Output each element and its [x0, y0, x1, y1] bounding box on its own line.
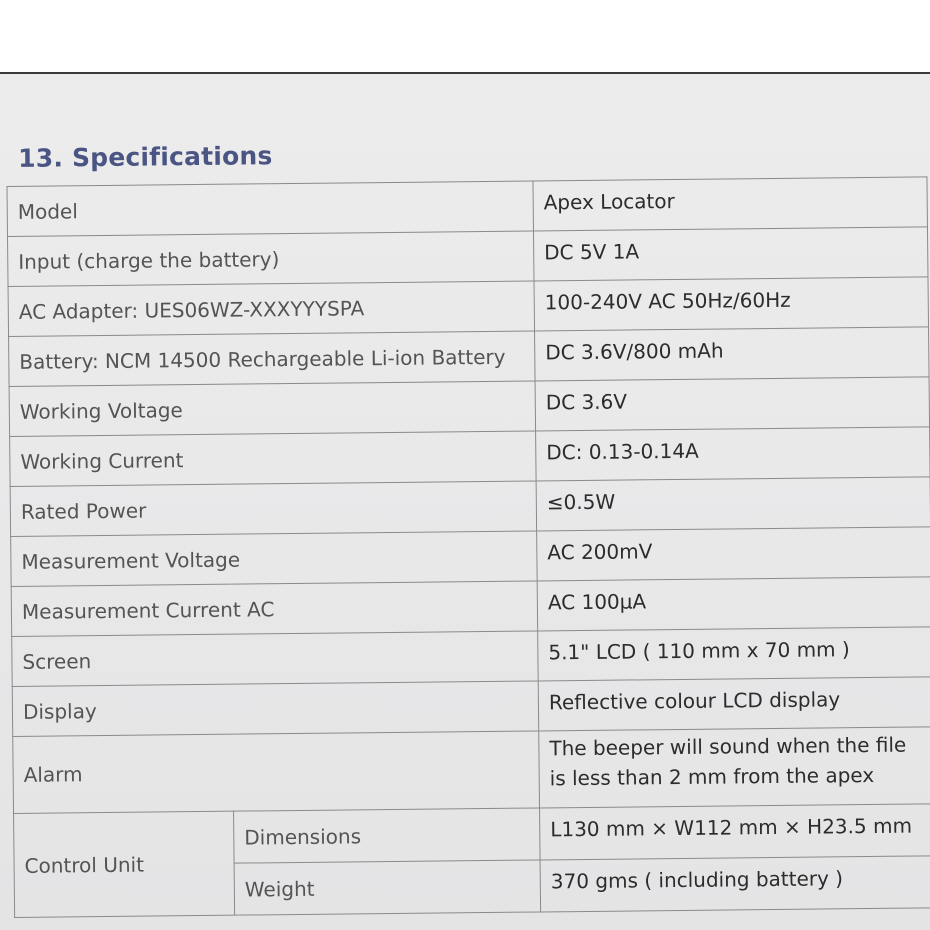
weight-value: 370 gms ( including battery ) [540, 856, 930, 912]
spec-sheet [6, 130, 930, 902]
spec-value: AC 100µA [537, 577, 930, 631]
spec-value: ≤0.5W [536, 477, 930, 531]
control-unit-label: Control Unit [14, 811, 235, 917]
section-heading: 13. Specifications [18, 141, 273, 173]
spec-value: AC 200mV [537, 527, 930, 581]
spec-value: DC 3.6V/800 mAh [535, 327, 930, 381]
spec-label: Battery: NCM 14500 Rechargeable Li-ion Battery [9, 331, 535, 387]
spec-value: DC 3.6V [535, 377, 930, 431]
spec-value: Reflective colour LCD display [538, 677, 930, 731]
table-row [14, 804, 930, 866]
dimensions-value: L130 mm × W112 mm × H23.5 mm [540, 804, 930, 860]
spec-label: AC Adapter: UES06WZ-XXXYYYSPA [8, 281, 534, 337]
table-row [13, 727, 930, 814]
spec-value: DC 5V 1A [533, 227, 928, 281]
spec-label: Working Current [10, 431, 536, 487]
spec-value: 5.1" LCD ( 110 mm x 70 mm ) [538, 627, 930, 681]
spec-label: Measurement Current AC [11, 581, 537, 637]
dimensions-label: Dimensions [234, 808, 541, 863]
spec-value: DC: 0.13-0.14A [536, 427, 930, 481]
spec-label: Input (charge the battery) [8, 231, 534, 287]
spec-label: Alarm [13, 731, 540, 814]
spec-value: 100-240V AC 50Hz/60Hz [534, 277, 929, 331]
spec-label: Working Voltage [9, 381, 535, 437]
spec-label: Screen [12, 631, 538, 687]
spec-label: Rated Power [10, 481, 536, 537]
spec-label: Measurement Voltage [11, 531, 537, 587]
spec-label: Model [7, 181, 533, 237]
spec-table [6, 176, 930, 918]
weight-label: Weight [234, 860, 541, 915]
spec-value: Apex Locator [533, 177, 928, 231]
spec-label: Display [12, 681, 538, 737]
spec-value: The beeper will sound when the file is less than 2 mm from the apex [539, 727, 930, 808]
